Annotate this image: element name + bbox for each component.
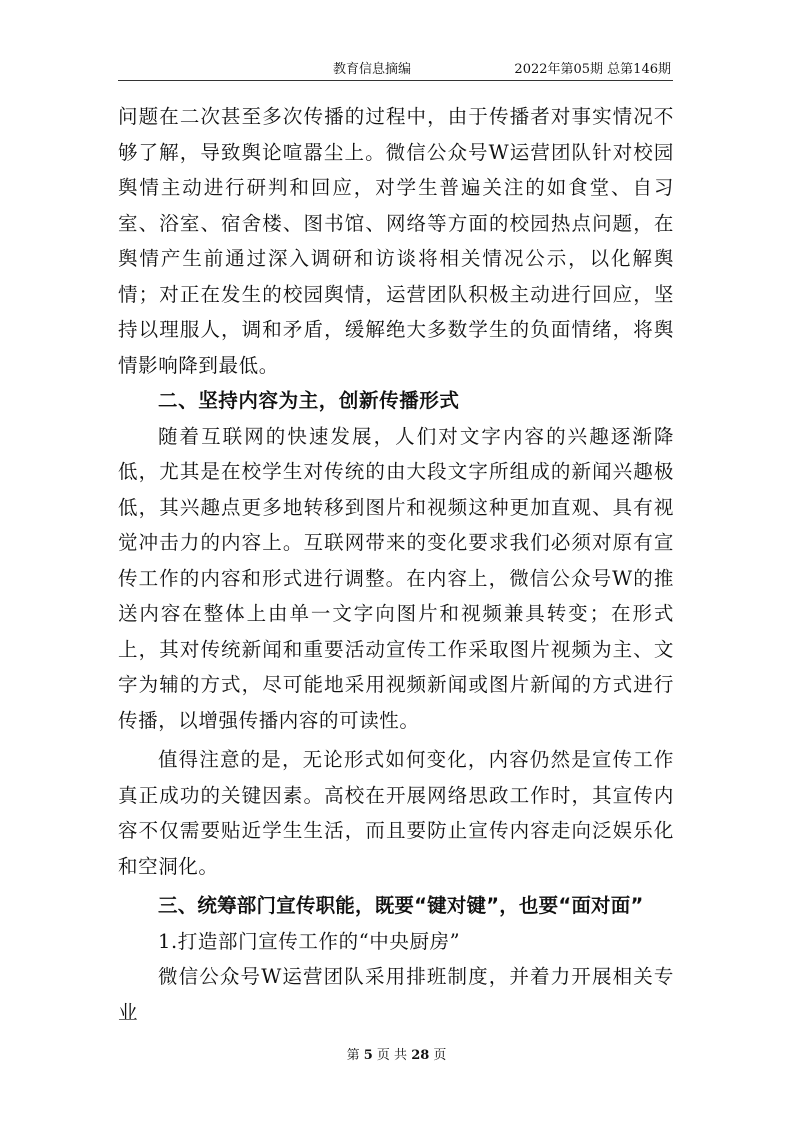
issue-number: 2022年第05期 总第146期 [514,62,671,77]
page-footer [0,1044,793,1063]
publication-name: 教育信息摘编 [333,62,412,77]
paragraph-1: 问题在二次甚至多次传播的过程中，由于传播者对事实情况不够了解，导致舆论喧嚣尘上。微信公众号W运营团队针对校园舆情主动进行研判和回应，对学生普遍关注的如食堂、自习室、浴室、宿舍楼、图书馆、网络等方面的校园热点问题，在舆情产生前通过深入调研和访谈将相关情况公示，以化解舆情；对正在发生的校园舆情，运营团队积极主动进行回应，坚持以理服人，调和矛盾，缓解绝大多数学生的负面情绪，将舆情影响降到最低。 [118,105,674,377]
footer-middle: 页 共 [376,1048,408,1063]
page-header [118,56,673,81]
paragraph-4: 微信公众号W运营团队采用排班制度，并着力开展相关专业 [118,965,674,1024]
footer-suffix: 页 [433,1048,447,1063]
page-content [118,99,674,1030]
subheading-1: 1.打造部门宣传工作的“中央厨房” [158,929,461,953]
paragraph-2: 随着互联网的快速发展，人们对文字内容的兴趣逐渐降低，尤其是在校学生对传统的由大段文字所组成的新闻兴趣极低，其兴趣点更多地转移到图片和视频这种更加直观、具有视觉冲击力的内容上。互联网带来的变化要求我们必须对原有宣传工作的内容和形式进行调整。在内容上，微信公众号W的推送内容在整体上由单一文字向图片和视频兼具转变；在形式上，其对传统新闻和重要活动宣传工作采取图片视频为主、文字为辅的方式，尽可能地采用视频新闻或图片新闻的方式进行传播，以增强传播内容的可读性。 [118,424,674,732]
section-heading-2: 二、坚持内容为主，创新传播形式 [158,389,460,412]
footer-prefix: 第 [346,1048,360,1063]
page-number: 5 [363,1048,373,1063]
section-heading-3: 三、统筹部门宣传职能，既要“键对键”，也要“面对面” [158,894,644,917]
total-pages: 28 [411,1048,430,1063]
paragraph-3: 值得注意的是，无论形式如何变化，内容仍然是宣传工作真正成功的关键因素。高校在开展网络思政工作时，其宣传内容不仅需要贴近学生生活，而且要防止宣传内容走向泛娱乐化和空洞化。 [118,748,674,878]
